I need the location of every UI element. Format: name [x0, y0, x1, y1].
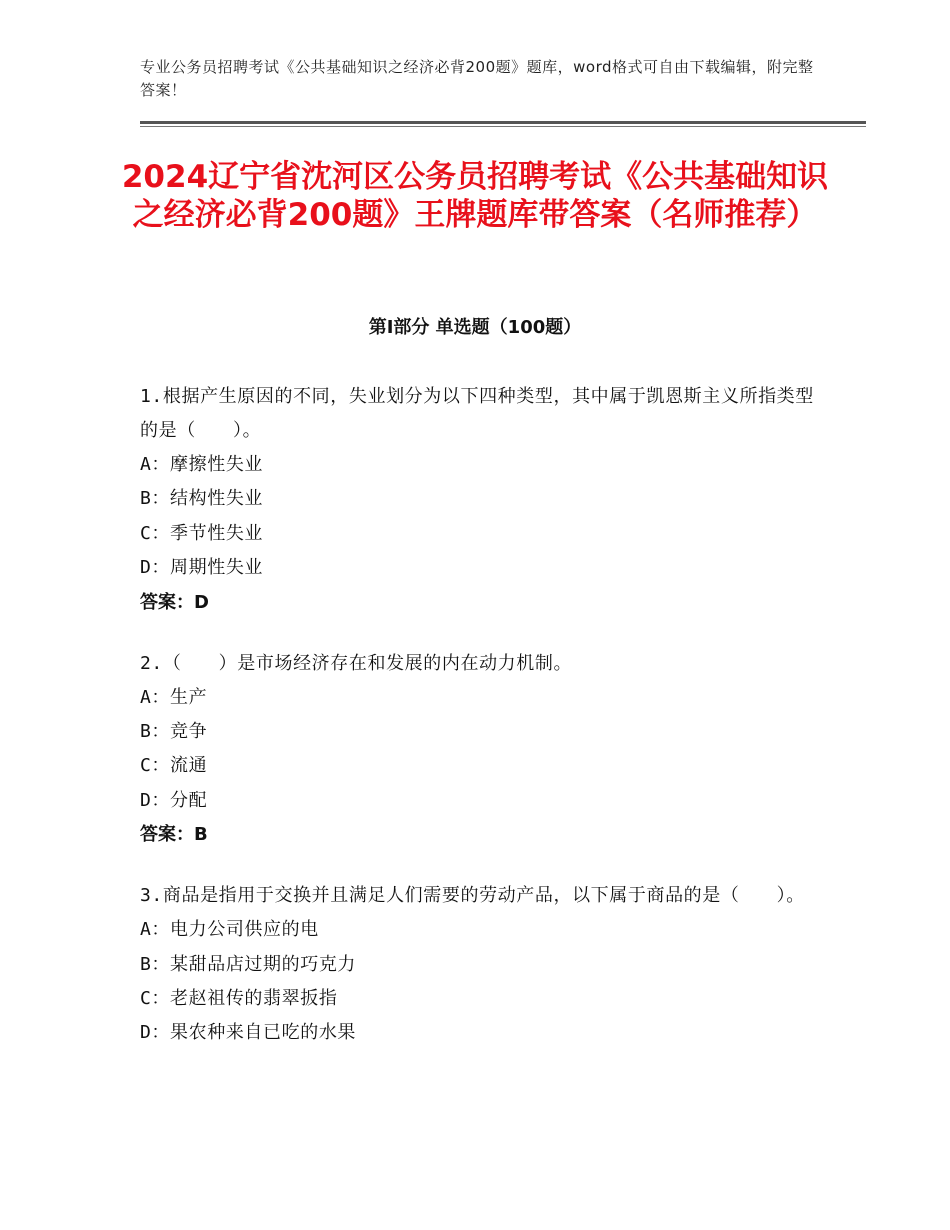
document-title: 2024辽宁省沈河区公务员招聘考试《公共基础知识之经济必背200题》王牌题库带答案（名师推荐） — [121, 159, 829, 233]
question-list — [140, 380, 820, 1078]
question-stem: 2.（ ）是市场经济存在和发展的内在动力机制。 — [140, 652, 573, 674]
question-stem: 1.根据产生原因的不同，失业划分为以下四种类型，其中属于凯恩斯主义所指类型的是（ ）。 — [140, 386, 814, 441]
option-b: B：某甜品店过期的巧克力 — [140, 953, 357, 975]
option-a: A：电力公司供应的电 — [140, 919, 319, 941]
answer-label: 答案：B — [140, 824, 208, 846]
option-d: D：果农种来自已吃的水果 — [140, 1022, 357, 1044]
option-a: A：摩擦性失业 — [140, 454, 264, 475]
question-1 — [140, 380, 820, 620]
header-rule-thick — [140, 121, 866, 124]
option-c: C：流通 — [140, 755, 208, 777]
section-heading: 第Ⅰ部分 单选题（100题） — [368, 317, 582, 338]
answer-label: 答案：D — [140, 591, 209, 613]
option-c: C：老赵祖传的翡翠扳指 — [140, 988, 338, 1010]
question-3 — [140, 879, 820, 1051]
option-c: C：季节性失业 — [140, 522, 264, 544]
option-b: B：竞争 — [140, 721, 208, 743]
question-2 — [140, 647, 820, 853]
option-a: A：生产 — [140, 686, 208, 708]
option-b: B：结构性失业 — [140, 488, 264, 510]
option-d: D：分配 — [140, 789, 208, 811]
question-stem: 3.商品是指用于交换并且满足人们需要的劳动产品，以下属于商品的是（ ）。 — [140, 885, 805, 907]
option-d: D：周期性失业 — [140, 557, 264, 579]
header-note: 专业公务员招聘考试《公共基础知识之经济必背200题》题库，word格式可自由下载编辑，附完整答案！ — [140, 58, 814, 99]
header-rule-thin — [140, 126, 866, 127]
